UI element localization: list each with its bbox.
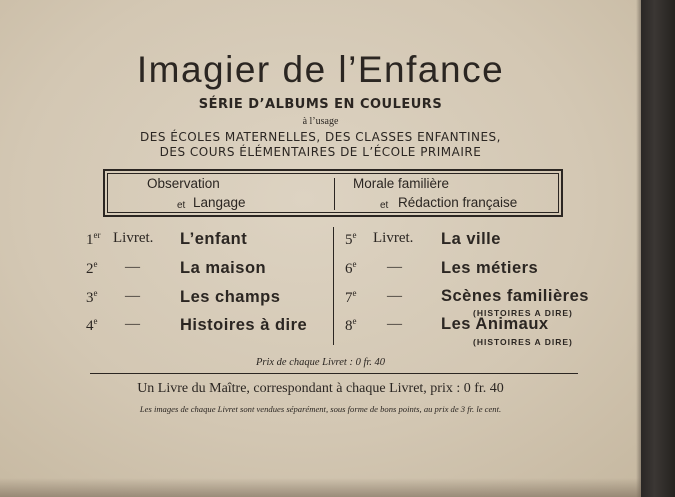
livret-label: — <box>387 316 402 332</box>
page-title: Imagier de l’Enfance <box>136 49 505 90</box>
footnote-text: Les images de chaque Livret sont vendues séparément, sous forme de bons points, au prix de 3 fr. le cent. <box>139 404 502 414</box>
subjects-box-divider <box>334 178 335 210</box>
livret-number: 6e <box>345 259 357 277</box>
livret-label: — <box>387 259 402 275</box>
audience-line-1: DES ÉCOLES MATERNELLES, DES CLASSES ENFANTINES, <box>140 130 501 144</box>
usage-text: à l’usage <box>302 116 339 127</box>
box-right-line-1: Morale familière <box>353 176 450 191</box>
column-divider <box>333 227 334 345</box>
livret-number: 2e <box>86 259 98 277</box>
box-left-line-1: Observation <box>147 176 220 191</box>
livret-title: Les Animaux <box>441 315 549 333</box>
livret-number: 8e <box>345 316 357 334</box>
livret-label: — <box>125 288 140 304</box>
box-left-et: et <box>177 200 186 211</box>
livret-title: Les métiers <box>441 259 539 277</box>
livret-number: 7e <box>345 288 357 306</box>
livret-label: — <box>125 316 140 332</box>
horizontal-rule <box>90 373 578 374</box>
livret-label: Livret. <box>373 230 414 246</box>
livret-note: (HISTOIRES A DIRE) <box>473 337 573 347</box>
livret-title: Scènes familières <box>441 287 589 305</box>
audience-line-2: DES COURS ÉLÉMENTAIRES DE L’ÉCOLE PRIMAIRE <box>159 145 482 159</box>
livret-number: 5e <box>345 230 357 248</box>
box-left-line-2: Langage <box>193 195 246 210</box>
book-spine <box>641 0 675 497</box>
price-text: Prix de chaque Livret : 0 fr. 40 <box>255 357 386 368</box>
livret-number: 3e <box>86 288 98 306</box>
livret-title: L’enfant <box>180 230 248 248</box>
livret-title: Les champs <box>180 288 281 306</box>
box-right-line-2: Rédaction française <box>398 195 518 210</box>
page-edge-shadow <box>0 478 641 497</box>
livret-number: 1er <box>86 230 101 248</box>
livret-title: La ville <box>441 230 501 248</box>
master-book-line: Un Livre du Maître, correspondant à chaque Livret, prix : 0 fr. 40 <box>137 381 504 396</box>
box-right-et: et <box>380 200 389 211</box>
series-subtitle: SÉRIE D’ALBUMS EN COULEURS <box>198 97 443 112</box>
livret-label: — <box>387 288 402 304</box>
livret-title: La maison <box>180 259 267 277</box>
livret-label: Livret. <box>113 230 154 246</box>
livret-title: Histoires à dire <box>180 316 308 334</box>
livret-label: — <box>125 259 140 275</box>
livret-note: (HISTOIRES A DIRE) <box>473 308 573 318</box>
livret-number: 4e <box>86 316 98 334</box>
